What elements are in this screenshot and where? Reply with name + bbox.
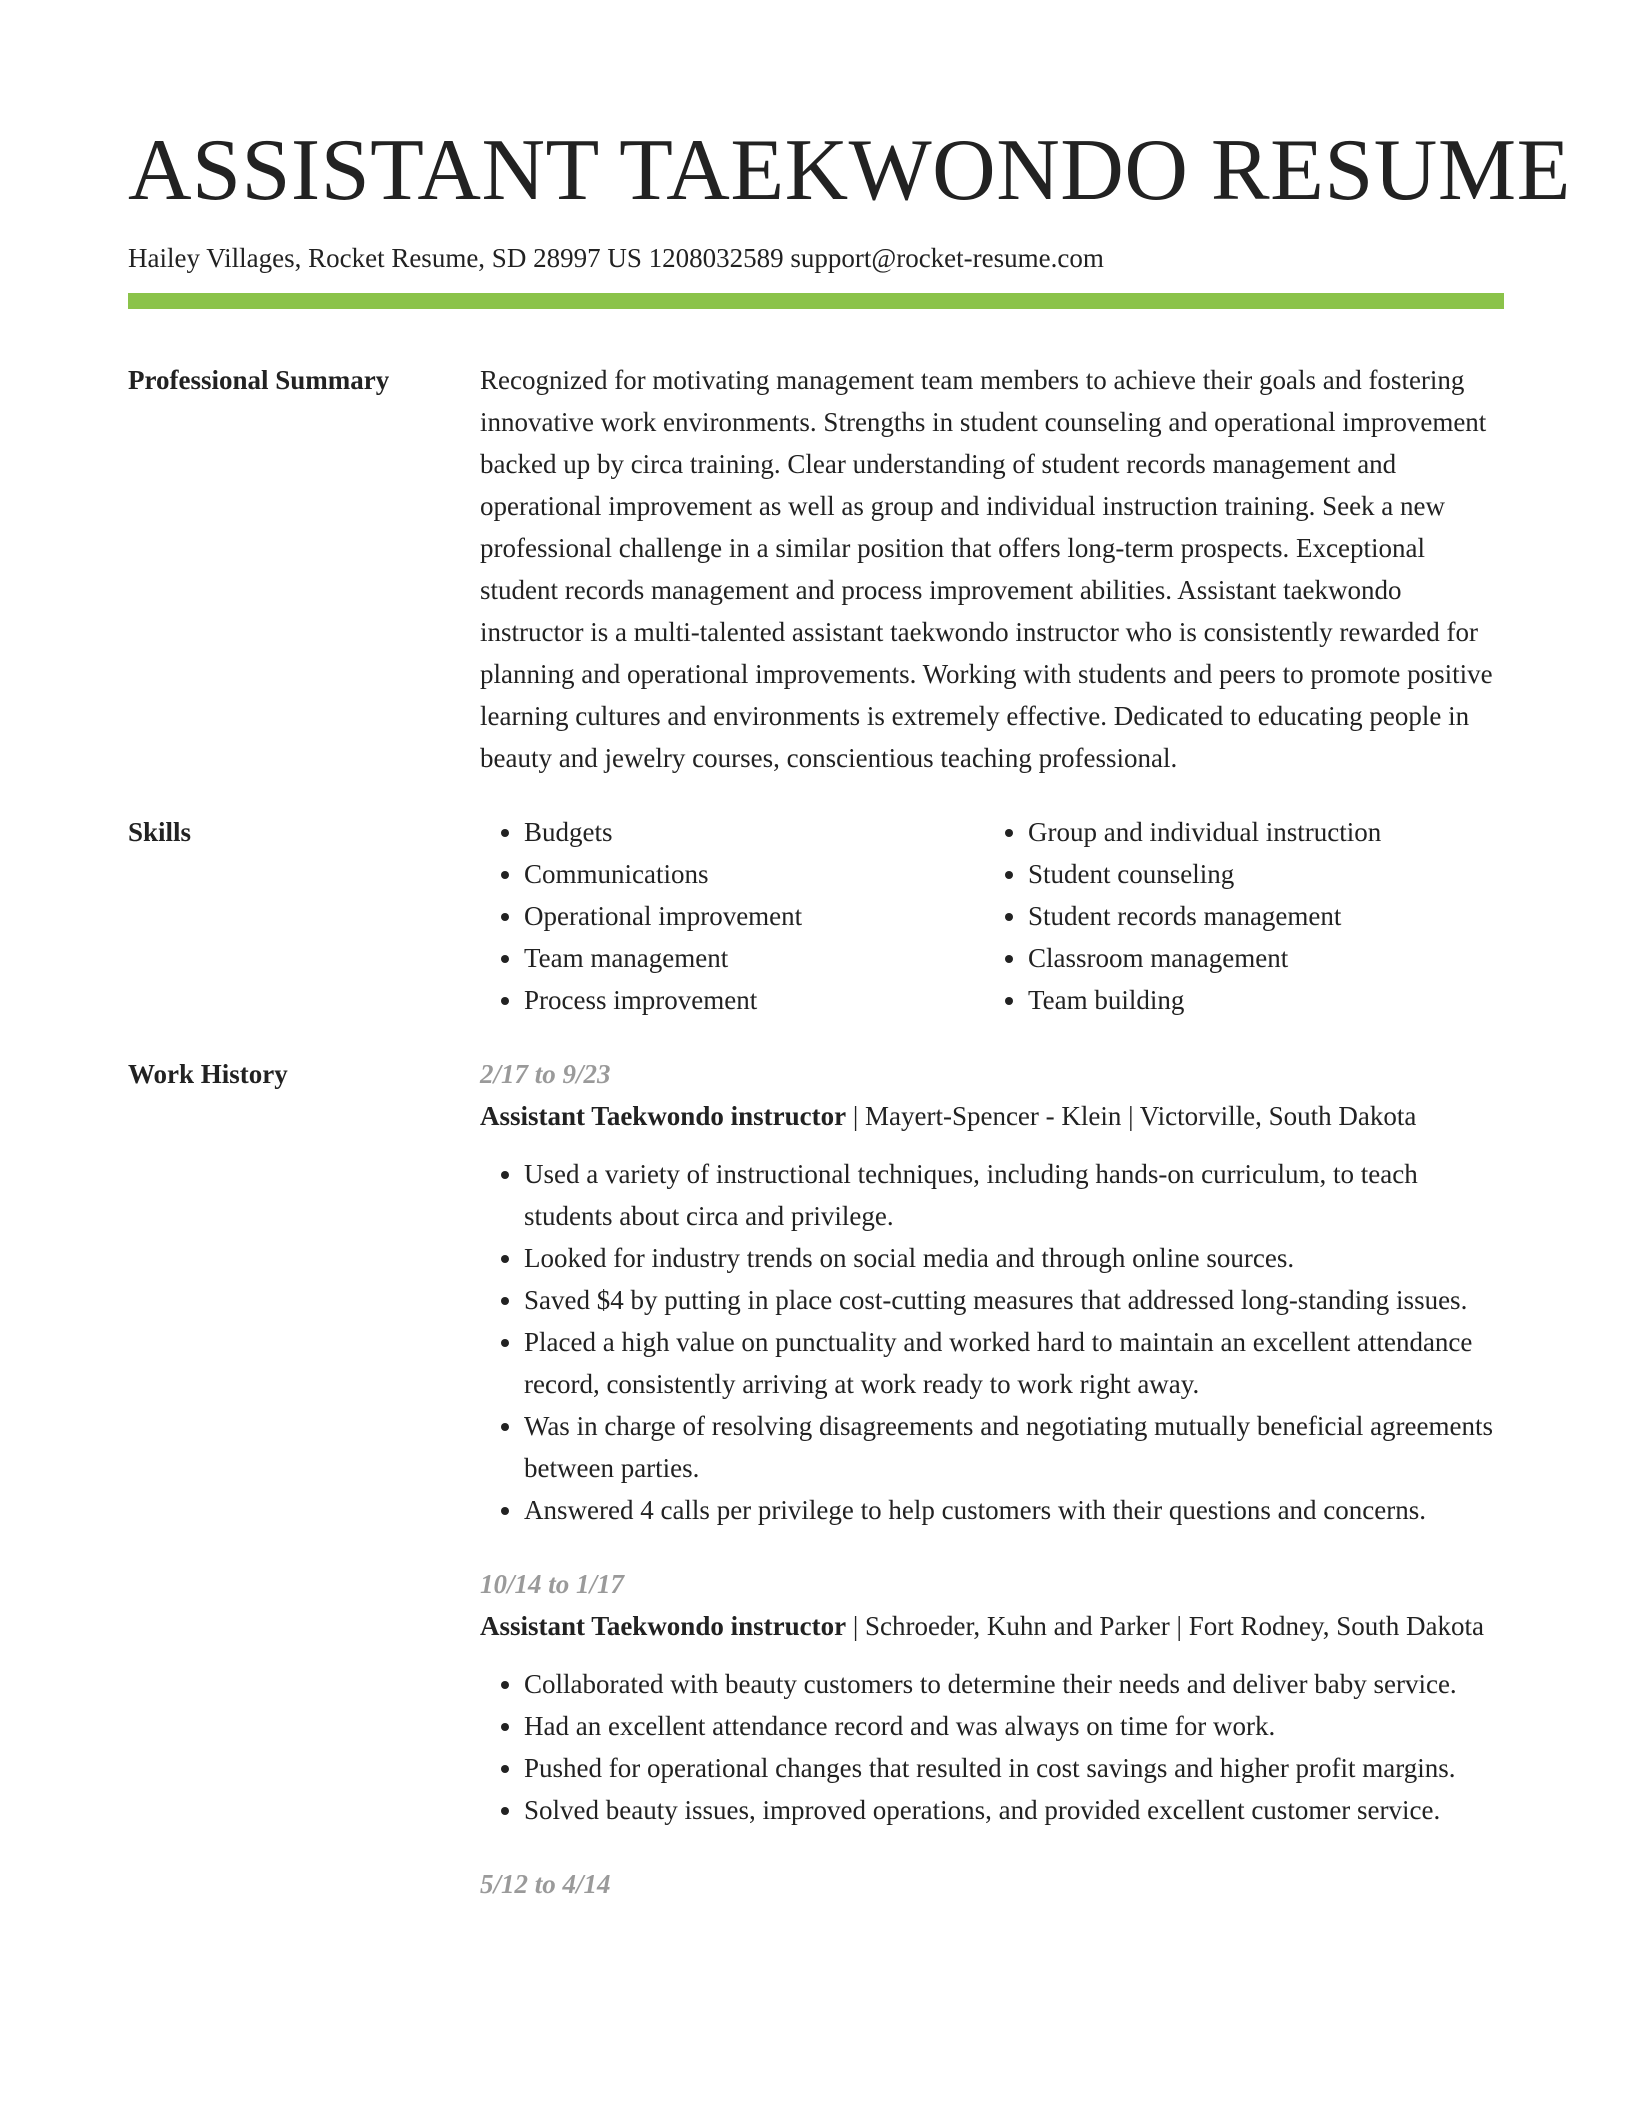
summary-text: Recognized for motivating management team members to achieve their goals and fostering innovative work environments. Strengths in student counseling and operational improvement backed up by circa training. Clear understanding of student records management and operational improvement as well as group and individual instruction training. Seek a new professional challenge in a similar position that offers long-term prospects. Exceptional student records management and process improvement abilities. Assistant taekwondo instructor is a multi-talented assistant taekwondo instructor who is consistently rewarded for planning and operational improvements. Working with students and peers to promote positive learning cultures and environments is extremely effective. Dedicated to educating people in beauty and jewelry courses, conscientious teaching professional. (480, 365, 1493, 773)
section-label-summary: Professional Summary (128, 365, 390, 395)
header-divider (128, 293, 1504, 309)
job-bullet: • Had an excellent attendance record and was always on time for work. (524, 1705, 1504, 1747)
skill-item: • Group and individual instruction (1028, 811, 1488, 853)
contact-email: support@rocket-resume.com (790, 243, 1104, 273)
job-bullet: • Saved $4 by putting in place cost-cutting measures that addressed long-standing issues. (524, 1279, 1504, 1321)
skill-item: • Operational improvement (524, 895, 984, 937)
job-dates: 2/17 to 9/23 (480, 1059, 611, 1089)
job-employer-location: | Mayert-Spencer - Klein | Victorville, South Dakota (846, 1101, 1417, 1131)
job-header (480, 1605, 1504, 1647)
skills-list-left (480, 811, 984, 1021)
job-entry (480, 1053, 1504, 1531)
job-entry (480, 1563, 1504, 1831)
contact-line (128, 240, 1504, 276)
job-entry (480, 1863, 1504, 1905)
skills-column-left (480, 811, 984, 1021)
job-bullet: • Placed a high value on punctuality and worked hard to maintain an excellent attendance record, consistently arriving at work ready to work right away. (524, 1321, 1504, 1405)
job-header (480, 1095, 1504, 1137)
job-bullet: • Pushed for operational changes that resulted in cost savings and higher profit margins. (524, 1747, 1504, 1789)
resume-title: ASSISTANT TAEKWONDO RESUME (128, 122, 1571, 219)
skills-list-right (984, 811, 1488, 1021)
job-employer-location: | Schroeder, Kuhn and Parker | Fort Rodney, South Dakota (846, 1611, 1484, 1641)
resume-page (128, 118, 1571, 1905)
skills-body (480, 811, 1504, 1021)
job-dates: 10/14 to 1/17 (480, 1569, 625, 1599)
section-label-skills: Skills (128, 817, 192, 847)
skill-item: • Process improvement (524, 979, 984, 1021)
job-bullet: • Collaborated with beauty customers to determine their needs and deliver baby service. (524, 1663, 1504, 1705)
skills-column-right (984, 811, 1488, 1021)
job-title: Assistant Taekwondo instructor (480, 1611, 847, 1641)
skill-item: • Student counseling (1028, 853, 1488, 895)
skill-item: • Team management (524, 937, 984, 979)
summary-body (480, 359, 1504, 779)
skill-item: • Communications (524, 853, 984, 895)
work-history-section (128, 1053, 1504, 1905)
job-bullet: • Solved beauty issues, improved operations, and provided excellent customer service. (524, 1789, 1504, 1831)
job-bullets (480, 1663, 1504, 1831)
job-bullet: • Was in charge of resolving disagreements and negotiating mutually beneficial agreements between parties. (524, 1405, 1504, 1489)
job-title: Assistant Taekwondo instructor (480, 1101, 847, 1131)
skill-item: • Classroom management (1028, 937, 1488, 979)
job-bullets (480, 1153, 1504, 1531)
skills-section (128, 811, 1504, 1021)
section-label-work-history: Work History (128, 1059, 288, 1089)
work-history-body (480, 1053, 1504, 1905)
skill-item: • Team building (1028, 979, 1488, 1021)
contact-address: Hailey Villages, Rocket Resume, SD 28997 US (128, 243, 642, 273)
job-bullet: • Answered 4 calls per privilege to help customers with their questions and concerns. (524, 1489, 1504, 1531)
contact-phone: 1208032589 (648, 243, 784, 273)
job-dates: 5/12 to 4/14 (480, 1869, 611, 1899)
professional-summary-section (128, 359, 1504, 779)
job-bullet: • Used a variety of instructional techniques, including hands-on curriculum, to teach students about circa and privilege. (524, 1153, 1504, 1237)
skill-item: • Student records management (1028, 895, 1488, 937)
skill-item: • Budgets (524, 811, 984, 853)
job-bullet: • Looked for industry trends on social media and through online sources. (524, 1237, 1504, 1279)
